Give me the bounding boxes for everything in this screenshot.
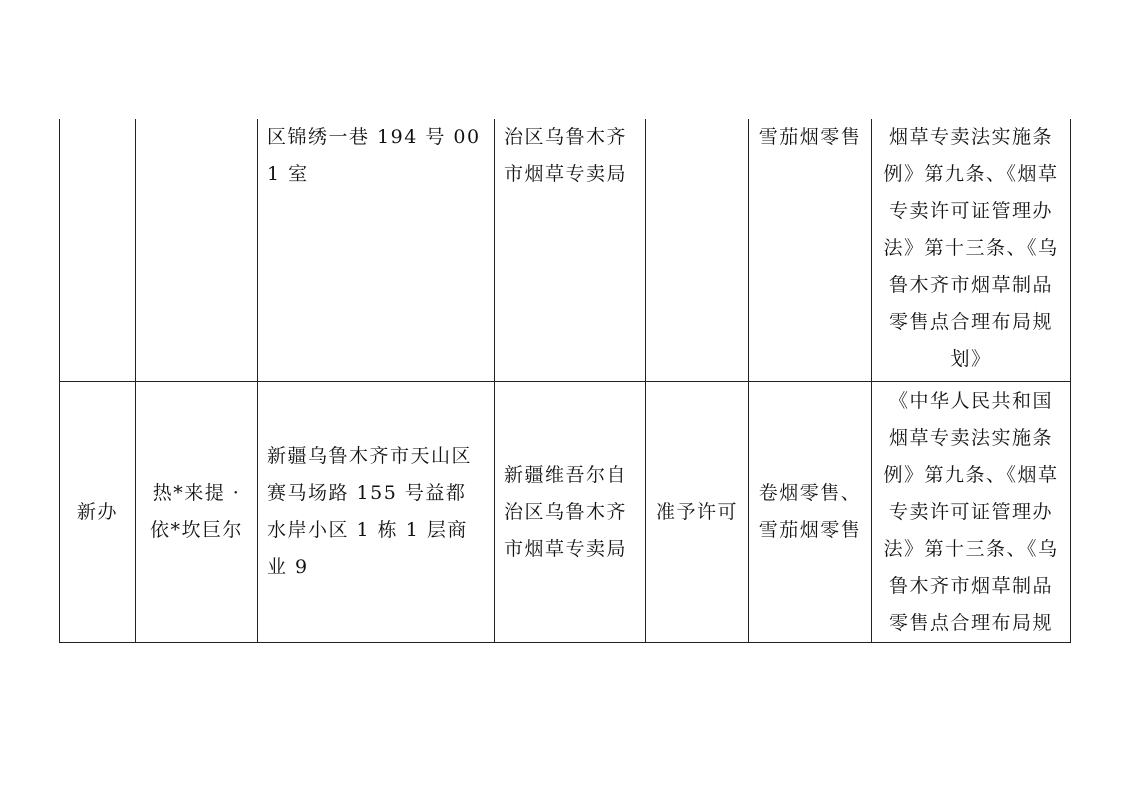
address-cell: 新疆乌鲁木齐市天山区赛马场路 155 号益都水岸小区 1 栋 1 层商业 9 xyxy=(258,382,495,643)
name-cell xyxy=(136,119,258,382)
decision-cell xyxy=(646,119,749,382)
scope-cell: 卷烟零售、雪茄烟零售 xyxy=(749,382,872,643)
authority-cell: 新疆维吾尔自治区乌鲁木齐市烟草专卖局 xyxy=(495,382,646,643)
authority-cell: 治区乌鲁木齐市烟草专卖局 xyxy=(495,119,646,382)
table-row xyxy=(60,382,1071,643)
scope-cell: 雪茄烟零售 xyxy=(749,119,872,382)
basis-cell: 烟草专卖法实施条例》第九条、《烟草专卖许可证管理办法》第十三条、《乌鲁木齐市烟草制品零售点合理布局规划》 xyxy=(872,119,1071,382)
type-cell xyxy=(60,119,136,382)
table-row xyxy=(60,119,1071,382)
type-cell: 新办 xyxy=(60,382,136,643)
address-cell: 区锦绣一巷 194 号 001 室 xyxy=(258,119,495,382)
decision-cell: 准予许可 xyxy=(646,382,749,643)
name-cell: 热*来提 ·依*坎巨尔 xyxy=(136,382,258,643)
license-table xyxy=(59,119,1071,643)
basis-cell: 《中华人民共和国烟草专卖法实施条例》第九条、《烟草专卖许可证管理办法》第十三条、《乌鲁木齐市烟草制品零售点合理布局规 xyxy=(872,382,1071,643)
